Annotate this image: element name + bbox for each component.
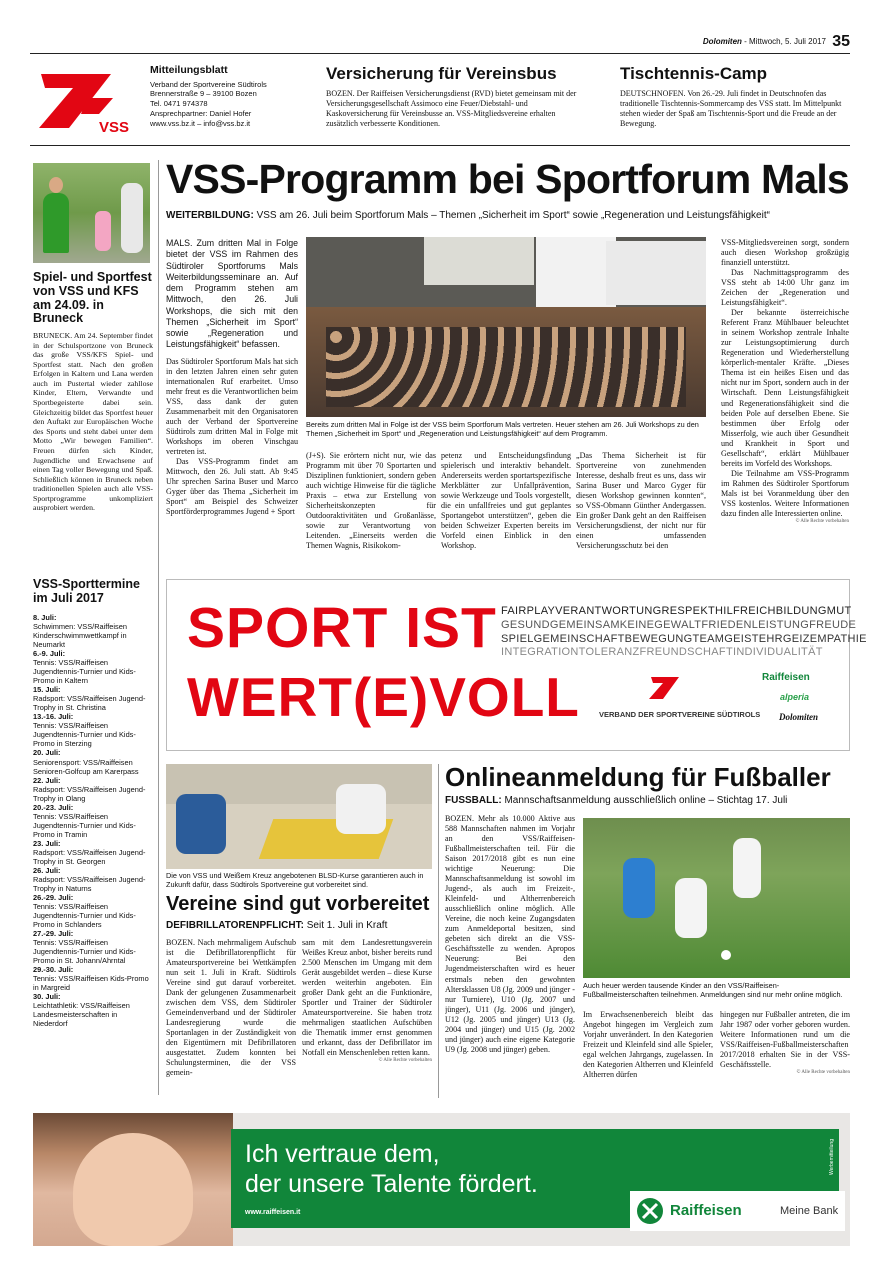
page-number: 35 [832,33,850,50]
sportforum-photo [306,237,706,417]
defi-caption: Die von VSS und Weißem Kreuz angebotenen BLSD-Kurse garantieren auch in Zukunft dafür, dass Südtirols Sportvereine gut vorbereitet sind. [166,871,424,890]
defi-column-2: sam mit dem Landesrettungsverein Weißes Kreuz anbot, bisher bereits rund 2.500 Menschen im Umgang mit dem Gerät ausgebildet werden – diese Kurse werden weiterhin angeboten. Ein großer Dank geht an die Funktionäre, Sportler und Trainer der Südtiroler Amateursportvereine. Sie haben trotz mehrmaligen staatlichen Aufschüben die Thematik immer ernst genommen und erkannt, dass der Defibrillator im Notfall ein Menschenleben retten kann. © Alle Rechte vorbehalten [302,938,432,1064]
folio [703,32,850,52]
teaser-tischtennis [620,58,848,138]
issue-date: - Mittwoch, 5. Juli 2017 [744,37,826,46]
raiffeisen-logo: Raiffeisen Meine Bank [630,1191,845,1231]
lead: MALS. Zum dritten Mal in Folge bietet der VSS im Rahmen des Südtiroler Sportforums Mals Weiterbildungsseminare an. Auf dem Programm stehen am Mittwoch, den 26. Juli Workshops, die sich mit den Themen „Sicherheit im Sport“ sowie „Regeneration und Leistungsfähigkeit“ befassen. [166,238,298,350]
masthead-line: Ansprechpartner: Daniel Hofer [150,108,252,118]
main-column-2: (J+S). Sie erörtern nicht nur, wie das Programm mit über 70 Sportarten und Disziplinen funktioniert, sondern geben auch wichtige Hinweise für die tägliche Praxis – etwa zur Erstellung von Sicherheitskonzepten für Outdooraktivitäten und Großanlässe, sowie zur Verantwortung von Leitenden. „Einerseits werden die Themen Wagnis, Risikokom- [306,451,436,551]
schedule-list [33,613,153,1028]
ad-line-1: SPORT IST [187,596,497,660]
ad-headline: Ich vertraue dem, der unsere Talente fördert. [245,1140,538,1198]
schedule-event: Seniorensport: VSS/Raiffeisen Senioren-Golfcup am Karerpass [33,757,139,776]
schedule-event: Tennis: VSS/Raiffeisen Jugendtennis-Turnier und Kids-Promo in Kaltern [33,658,136,686]
article-title: Spiel- und Sportfest von VSS und KFS am 24.09. in Bruneck [33,270,152,326]
football-column-2: Im Erwachsenenbereich bleibt das Angebot hingegen im Vergleich zum Vorjahr unverändert. In den Kategorien Freizeit und Kleinfeld sind alle Spieler, egal welchen Jahrgangs, zugelassen. In den Kategorien Altherren und Kleinfeld Altherren dürfen [583,1010,713,1080]
schedule-date: 29.-30. Juli: [33,965,74,975]
masthead-line: Verband der Sportvereine Südtirols [150,79,267,89]
schedule-date: 13.-16. Juli: [33,712,74,722]
schedule-event: Tennis: VSS/Raiffeisen Kids-Promo in Margreid [33,974,149,993]
football-kicker: FUSSBALL: Mannschaftsanmeldung ausschließlich online – Stichtag 17. Juli [445,795,788,806]
schedule-event: Radsport: VSS/Raiffeisen Jugend-Trophy in St. Georgen [33,847,146,866]
masthead-info [150,64,310,128]
logo-text: VSS [99,119,130,136]
sponsor-raiffeisen: Raiffeisen [762,672,810,683]
main-column-1: MALS. Zum dritten Mal in Folge bietet der VSS im Rahmen des Südtiroler Sportforums Mals Weiterbildungsseminare an. Auf dem Programm stehen am Mittwoch, den 26. Juli Workshops, die sich mit den Themen „Sicherheit im Sport“ sowie „Regeneration und Leistungsfähigkeit“ befassen. Das Südtiroler Sportforum Mals hat sich in den letzten Jahren einen sehr guten internationalen Ruf erarbeitet. Umso mehr freut es die Verantwortlichen beim VSS, dass dank der guten Zusammenarbeit mit den Organisatoren auch der Verband der Sportvereine Südtirols zum dritten Mal in Folge mit Workshops im oberen Vinschgau vertreten ist. Das VSS-Programm findet am Mittwoch, den 26. Juli statt. Ab 9:45 Uhr sprechen Sarina Buser und Marco Gyger über das Thema „Sicherheit im Sport“ am Beispiel des Schweizer Sportförderprogrammes Jugend + Sport [166,238,298,516]
schedule-date: 20. Juli: [33,748,61,758]
schedule-date: 15. Juli: [33,685,61,695]
masthead-line: Brennerstraße 9 – 39100 Bozen [150,89,257,99]
schedule-event: Schwimmen: VSS/Raiffeisen Kinderschwimmwettkampf in Neumarkt [33,622,127,650]
defi-column-1: BOZEN. Nach mehrmaligem Aufschub ist die Defibrillatorenpflicht für Amateursportvereine bei Wettkämpfen nun seit 1. Juli in Kraft. Südtirols Vereine sind gut darauf vorbereitet. Dank der gelungenen Zusammenarbeit zwischen dem VSS, dem Südtiroler Gemeindenverband und der Südtiroler Landesregierung wurde die Sportanlagen in der Zuständigkeit von den Eigentümern mit Defibrillatoren ausgestattet. Zudem konnten bei Schulungsterminen, die der VSS gemein- [166,938,296,1078]
schedule-date: 27.-29. Juli: [33,929,74,939]
ad-values: FAIRPLAYVERANTWORTUNGRESPEKTHILFREICHBILDUNGMUT GESUNDGEMEINSAMKEINEGEWALTFRIEDENLEISTUNGFREUDE SPIELGEMEINSCHAFTBEWEGUNGTEAMGEISTEHRGEIZEMPATHIE INTEGRATIONTOLERANZFREUNDSCHAFTINDIVIDUALITÄT [501,605,867,659]
schedule-date: 23. Juli: [33,838,61,848]
schedule-date: 6.-9. Juli: [33,649,66,659]
teaser-versicherung [326,58,584,138]
vss-logo [33,70,143,136]
ad-org: VERBAND DER SPORTVEREINE SÜDTIROLS [599,710,761,719]
main-column-5: VSS-Mitgliedsvereinen sorgt, sondern auch diesen Workshop großzügig finanziell unterstützt. Das Nachmittagsprogramm des VSS steht ab 14:00 Uhr ganz im Zeichen der „Regeneration und Leistungsfähigkeit“. Der bekannte österreichische Referent Franz Mühlbauer beleuchtet in seinem Workshop zentrale Inhalte zur Leistungsoptimierung durch Regeneration und Wiederherstellung körperlich-mentaler Kräfte. „Dieses Thema ist ein heißes Eisen und das nicht nur im Sport, sondern auch in der Wirtschaft. Denn Leistungsfähigkeit und Regenerationsfähigkeit sind die beiden Pole auf derselben Ebene. Sie bestimmen über Erfolg oder Misserfolg, wie auch über Gesundheit und Krankheit in Sport und Gesellschaft“, erklärt Mühlbauer bereits im Vorfeld des Workshops. Die Teilnahme am VSS-Programm im Rahmen des Südtiroler Sportforum Mals ist bei Voranmeldung über den VSS kostenlos. Weitere Informationen dazu finden alle Interessierten online. © Alle Rechte vorbehalten [721,238,849,524]
schedule-date: 20.-23. Juli: [33,802,74,812]
ad-line-2: WERT(E)VOLL [187,666,580,728]
divider [30,145,850,146]
football-column-1: BOZEN. Mehr als 10.000 Aktive aus 588 Mannschaften nahmen im Vorjahr an den VSS/Raiffeisen-Fußballmeisterschaften teil. Für die Saison 2017/2018 gibt es nun eine wichtige Neuerung: Die Mannschaftsanmeldung ist sowohl im Jugend-, als auch im Freizeit-, Kleinfeld- und Altherrenbereich ausschließlich online möglich. Alle Vereine, die noch keine Zugangsdaten zum Anmeldeportal besitzen, sind gebeten sich direkt an die VSS-Geschäftsstelle zu wenden. Apropos Neuerung: Bei den Jugendmeisterschaften wird es heuer erstmals neben den gewohnten Altersklassen U8 (Jg. 2009 und jünger - nur Turniere), U10 (Jg. 2007 und jünger), U11 (Jg. 2006 und jünger), U12 (Jg. 2005 und jünger) U13 (Jg. 2004 und jünger) und U15 (Jg. 2002 und jünger) auch eine eigene Kategorie U9 (Jg. 2008 und jünger) geben. [445,814,575,1054]
schedule-event: Radsport: VSS/Raiffeisen Jugend-Trophy in Naturns [33,874,146,893]
schedule-date: 26.-29. Juli: [33,892,74,902]
schedule-event: Leichtathletik: VSS/Raiffeisen Landesmeisterschaften in Niederdorf [33,1001,130,1029]
vss-mark-icon [647,675,687,701]
schedule-event: Tennis: VSS/Raiffeisen Jugendtennis-Turnier und Kids-Promo in Sterzing [33,721,136,749]
photo-caption: Bereits zum dritten Mal in Folge ist der VSS beim Sportforum Mals vertreten. Heuer stehen am 26. Juli Workshops zu den Themen „Sicherheit im Sport“ und „Regeneration und Leistungsfähigkeit“ auf dem Programm. [306,420,699,439]
main-kicker: WEITERBILDUNG: VSS am 26. Juli beim Sportforum Mals – Themen „Sicherheit im Sport“ sowie „Regeneration und Leistungsfähigkeit“ [166,210,770,221]
schedule-title: VSS-Sporttermine im Juli 2017 [33,577,140,605]
teaser-text: BOZEN. Der Raiffeisen Versicherungsdienst (RVD) bietet gemeinsam mit der Versicherungsgesellschaft Assimoco eine Feuer/Diebstahl- und Kaskoversicherung für Vereinsbusse an. VSS-Mitgliedsvereine erhalten zusätzlich verbesserte Konditionen. [326,88,577,128]
main-column-4: „Das Thema Sicherheit ist für Sportvereine von zunehmenden Interesse, deshalb freut es uns, dass wir Sarina Buser und Marco Gyger für diesen Workshop gewinnen konnten“, so VSS-Obmann Günther Andergassen. Ein großer Dank geht an den Raiffeisen Versicherungsdienst, der nicht nur für einen umfassenden Versicherungsschutz bei den [576,451,706,551]
football-headline: Onlineanmeldung für Fußballer [445,762,831,792]
teaser-text: DEUTSCHNOFEN. Von 26.-29. Juli findet in Deutschnofen das traditionelle Tischtennis-Sommercamp des VSS statt. Im Mittelpunkt stehen wieder der Spaß am Tischtennis-Sport und die Freude an der Bewegung. [620,88,842,128]
raiffeisen-ad [33,1113,850,1246]
sponsor-dolomiten: Dolomiten [779,712,819,722]
schedule-date: 26. Juli: [33,865,61,875]
ad-url: www.raiffeisen.it [245,1209,301,1216]
schedule-event: Radsport: VSS/Raiffeisen Jugend-Trophy in St. Christina [33,694,146,713]
sponsor-alperia: alperia [780,692,810,702]
main-headline: VSS-Programm bei Sportforum Mals [166,156,849,202]
article-body: BRUNECK. Am 24. September findet in der Schulsportzone von Bruneck das große VSS/KFS Spiel- und Sportfest statt. Nach den großen Erfolgen in Kaltern und Lana werden auch im Pustertal wieder zahllose Kinder, Eltern, Verwandte und Sportbegeisterte dabei sein. Gleichzeitig bildet das Sportfest heuer den Auftakt zur Europäischen Woche des Sports und steht dabei unter dem Motto „Wir bewegen Familien“. Freuen dürfen sich Kinder, Jugendliche und Erwachsene auf einen Tag voller Bewegung und Spaß. Schließlich können in Bruneck neben traditionellen Spielen auch alle VSS-Sportprogramme unkompliziert ausprobiert werden. [33,331,153,513]
football-caption: Auch heuer werden tausende Kinder an den VSS/Raiffeisen-Fußballmeisterschaften teilnehmen. Anmeldungen sind nur mehr online möglich. [583,981,843,1000]
schedule-date: 30. Juli: [33,992,61,1002]
defi-kicker: DEFIBRILLATORENPFLICHT: Seit 1. Juli in Kraft [166,920,388,931]
schedule-date: 8. Juli: [33,613,57,622]
sportfest-article [33,271,153,513]
raiffeisen-gable-icon [636,1197,664,1225]
sportfest-photo [33,163,150,263]
football-column-3: hingegen nur Fußballer antreten, die im Jahr 1987 oder vorher geboren wurden. Weitere Informationen rund um die VSS/Raiffeisen-Fußballmeisterschaften 2017/2018 erhalten Sie in der VSS-Geschäftsstelle. © Alle Rechte vorbehalten [720,1010,850,1076]
main-column-3: petenz und Entscheidungsfindung spielerisch und interaktiv behandelt. Andererseits werden sportartspezifische Merkblätter zur Unfallprävention, sowie Werkzeuge und Tools vorgestellt, die ein unfallfreies und gut geplantes Sportangebot unterstützen“, geben die beiden Schweizer Experten bereits im Vorfeld einen Einblick in den Workshop. [441,451,571,551]
masthead-title: Mitteilungsblatt [150,64,228,76]
werte-ad [166,579,867,751]
schedule-event: Tennis: VSS/Raiffeisen Jugendtennis-Turnier und Kids-Promo in St. Johann/Ahrntal [33,938,136,966]
schedule-event: Tennis: VSS/Raiffeisen Jugendtennis-Turnier und Kids-Promo in Tramin [33,811,136,839]
masthead-line: Tel. 0471 974378 [150,99,208,109]
schedule-date: 22. Juli: [33,775,61,785]
ad-portrait [33,1113,233,1246]
schedule-event: Tennis: VSS/Raiffeisen Jugendtennis-Turnier und Kids-Promo in Schlanders [33,902,136,930]
paper-name: Dolomiten [702,37,742,46]
teaser-title: Tischtennis-Camp [620,64,768,83]
blsd-course-photo [166,764,432,869]
column-rule [438,764,439,1098]
page-header [30,30,850,54]
defi-headline: Vereine sind gut vorbereitet [166,893,430,915]
ad-tag: Werbemitteilung [828,1139,835,1176]
masthead-line: www.vss.bz.it – info@vss.bz.it [150,118,251,128]
teaser-title: Versicherung für Vereinsbus [326,64,557,83]
column-rule [158,160,159,1095]
schedule-event: Radsport: VSS/Raiffeisen Jugend-Trophy in Olang [33,784,146,803]
rights-note: © Alle Rechte vorbehalten [795,518,849,524]
football-photo [583,818,850,978]
